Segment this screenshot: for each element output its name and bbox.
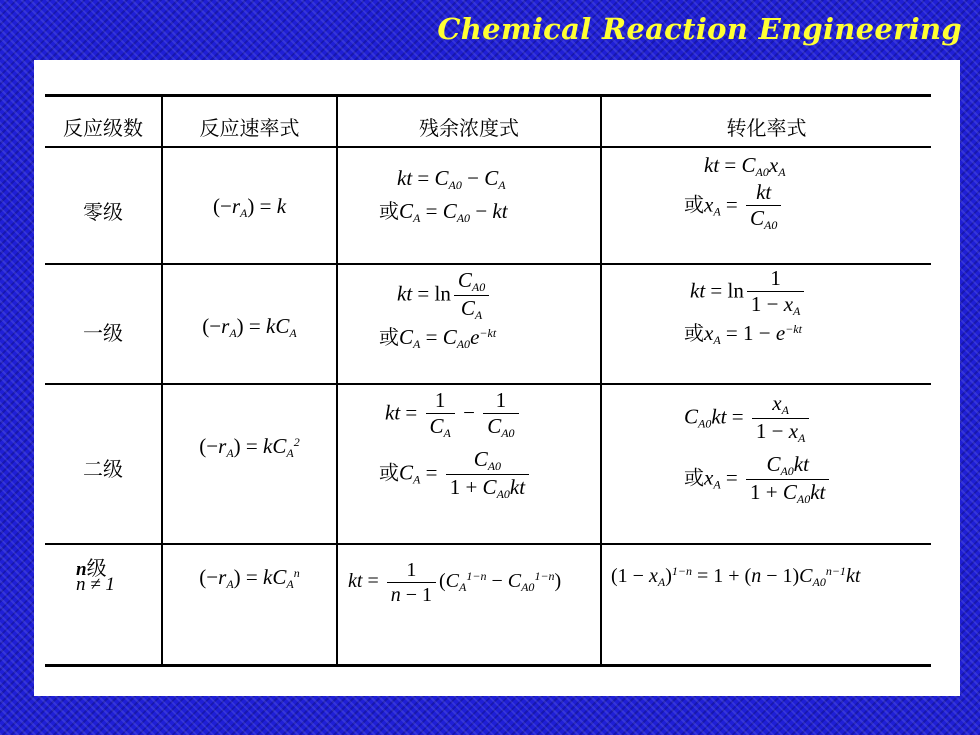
- page-header-title: Chemical Reaction Engineering: [437, 12, 962, 46]
- rate-zero-order: $(-r_A) = k$: [212, 194, 287, 220]
- rate-nth-order: $(-r_A) = kC_A^n$: [199, 565, 300, 591]
- order-second: 二级: [83, 457, 123, 481]
- order-nth-label: 级: [86, 556, 107, 580]
- table-col-rule: [600, 94, 602, 667]
- header-reaction-order: 反应级数: [63, 116, 143, 140]
- header-conversion: 转化率式: [726, 116, 807, 140]
- n-label: n: [76, 559, 87, 580]
- residual-zero-order: kt = $C_{A0} - C_A$ 或$C_A = C_{A0}$ − kt: [379, 166, 508, 225]
- order-nth: [76, 558, 161, 594]
- table-bottom-rule: [45, 664, 931, 667]
- or-label: 或: [684, 192, 704, 217]
- conversion-nth-order: $(1 - x_A)^{1-n} = 1 + (n - 1)C_{A0}^{n-1}kt$: [611, 564, 861, 589]
- or-label: 或: [379, 325, 399, 349]
- conversion-first-order: kt = ln $\frac{1}{1 - x_A}$ 或$x_A = 1 - e^{-kt}$: [684, 268, 924, 346]
- table-row-rule: [45, 543, 931, 545]
- order-zero: 零级: [83, 200, 123, 224]
- or-label: 或: [379, 460, 399, 485]
- table-header-rule: [45, 146, 931, 148]
- or-label: 或: [684, 321, 704, 345]
- residual-second-order: kt = $\frac{1}{C_A}$ − $\frac{1}{C_{A0}}$ 或$C_A$ = $\frac{C_{A0}}{1 + C_{A0}kt}$: [379, 390, 599, 500]
- order-first: 一级: [83, 321, 123, 345]
- header-rate-expression: 反应速率式: [199, 116, 300, 140]
- rate-second-order: $(-r_A) = kC_A^2$: [199, 434, 300, 460]
- table-row-rule: [45, 383, 931, 385]
- table-row-rule: [45, 263, 931, 265]
- rate-first-order: $(-r_A) = kC_A$: [202, 314, 297, 340]
- table-top-rule: [45, 94, 931, 97]
- or-label: 或: [379, 199, 399, 223]
- residual-nth-order: kt = $\frac{1}{n - 1}$ $(C_A^{1-n} - C_{A0}^{1-n})$: [348, 559, 562, 606]
- or-label: 或: [684, 465, 704, 490]
- content-panel: [34, 60, 960, 696]
- table-col-rule: [336, 94, 338, 667]
- header-residual-concentration: 残余浓度式: [419, 116, 519, 140]
- conversion-zero-order: kt = $C_{A0}x_A$ 或$x_A$ = $\frac{kt}{C_{A0}}$: [684, 153, 786, 232]
- residual-first-order: kt = ln $\frac{C_{A0}}{C_A}$ 或$C_A = C_{A0}e^{-kt}$: [379, 268, 497, 351]
- conversion-second-order: $C_{A0}kt$ = $\frac{x_A}{1 - x_A}$ 或$x_A$ = $\frac{C_{A0}kt}{1 + C_{A0}kt}$: [684, 393, 924, 505]
- n-condition: n ≠ 1: [76, 574, 115, 595]
